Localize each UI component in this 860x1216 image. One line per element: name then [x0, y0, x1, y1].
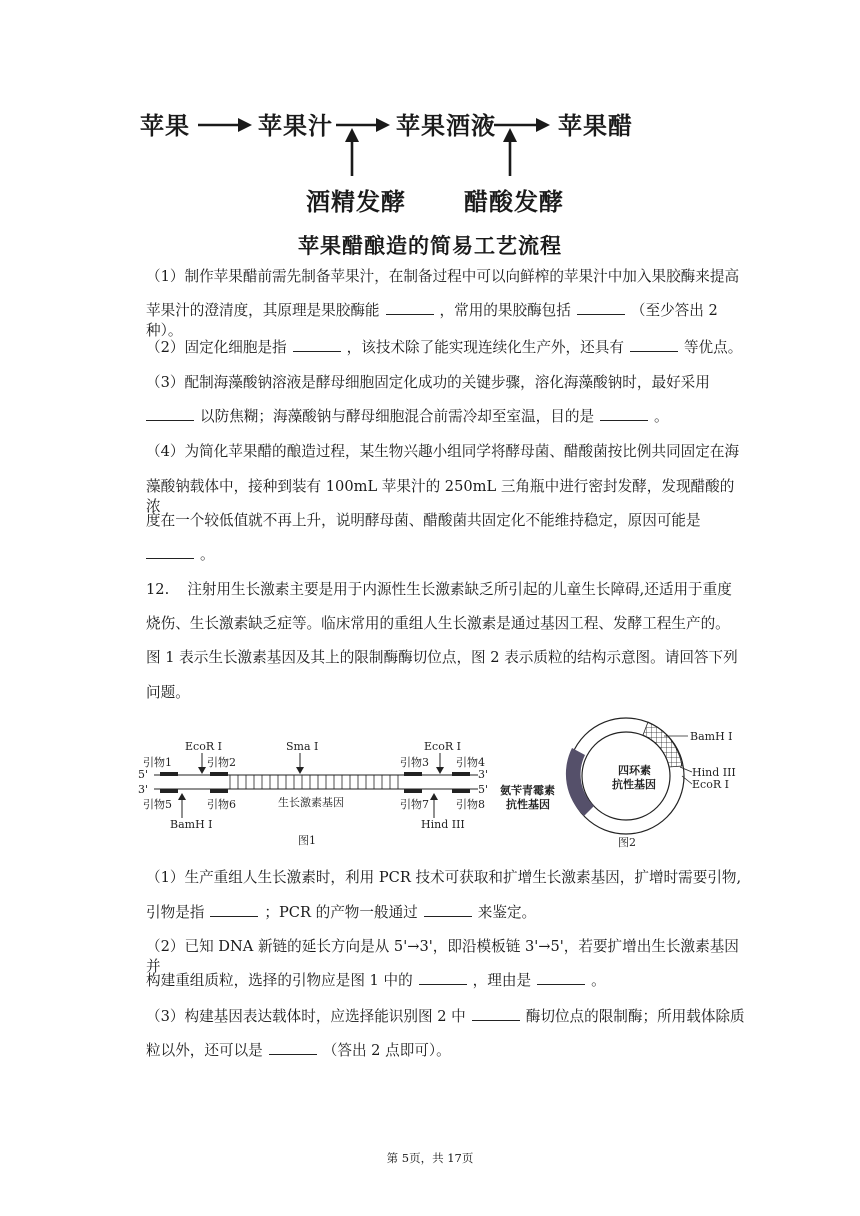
enzyme-label: BamH I: [690, 730, 733, 743]
flow-node-apple-juice: 苹果汁: [258, 111, 333, 140]
flow-input-alcohol-fermentation: 酒精发酵: [306, 187, 406, 216]
answer-blank: [472, 1008, 520, 1021]
figure2-plasmid-diagram: [496, 712, 746, 852]
primer-block: [452, 772, 470, 776]
arrow-right-icon: [376, 118, 390, 132]
primer-block: [160, 789, 178, 793]
q11-part2: [146, 338, 746, 358]
q11-part3-line1: （3）配制海藻酸钠溶液是酵母细胞固定化成功的关键步骤，溶化海藻酸钠时，最好采用: [146, 374, 710, 391]
flow-node-apple-wine: 苹果酒液: [396, 111, 496, 140]
q12-part1-line1: （1）生产重组人生长激素时，利用 PCR 技术可获取和扩增生长激素基因，扩增时需要引物,: [146, 869, 742, 886]
page-footer: 第 5页，共 17页: [386, 1151, 474, 1165]
arrow-down-icon: [296, 767, 304, 774]
primer-block: [452, 789, 470, 793]
q11-part1-text-c: （至少答出 2 种）。: [146, 302, 718, 339]
primer-block: [404, 789, 422, 793]
q11-part4-text-end: 。: [200, 546, 215, 563]
enzyme-label: EcoR I: [424, 740, 461, 753]
enzyme-label: EcoR I: [185, 740, 222, 753]
arrow-up-icon: [503, 128, 517, 142]
enzyme-label: BamH I: [170, 818, 213, 831]
answer-blank: [293, 339, 341, 352]
strand-end-label: 3': [478, 768, 489, 781]
arrow-up-icon: [430, 793, 438, 800]
answer-blank: [386, 302, 434, 315]
q12-part3-text-d: （答出 2 点即可）。: [322, 1042, 451, 1059]
primer-label: 引物1: [143, 756, 172, 769]
q12-part2-line2: [146, 971, 746, 991]
q11-part1-text-b: ，常用的果胶酶包括: [439, 302, 571, 319]
figure1-gene-diagram: [138, 736, 490, 848]
primer-label: 引物3: [400, 756, 429, 769]
enzyme-label: Hind III: [692, 766, 736, 779]
primer-label: 引物8: [456, 798, 485, 811]
enzyme-label: EcoR I: [692, 778, 729, 791]
gene-label: 四环素: [618, 764, 651, 777]
flow-node-apple: 苹果: [140, 111, 190, 140]
q11-part3-line2: [146, 407, 746, 427]
strand-end-label: 5': [138, 768, 149, 781]
flow-node-apple-vinegar: 苹果醋: [558, 111, 633, 140]
q11-part2-text-b: ，该技术除了能实现连续化生产外，还具有: [346, 339, 624, 356]
flow-input-acetic-fermentation: 醋酸发酵: [464, 187, 564, 216]
q11-part3-text-a: 以防焦糊；海藻酸钠与酵母细胞混合前需冷却至室温，目的是: [200, 408, 595, 425]
figure2-caption: 图2: [618, 836, 636, 849]
answer-blank: [600, 408, 648, 421]
q12-part3-text-b: 酶切位点的限制酶；所用载体除质: [525, 1008, 745, 1025]
answer-blank: [146, 408, 194, 421]
q12-part1-text-c: 来鉴定。: [477, 904, 537, 921]
q12-part2-line1: （2）已知 DNA 新链的延长方向是从 5'→3'，即沿模板链 3'→5'，若要扩增出生长激素基因并: [146, 938, 739, 975]
q11-part3-text-b: 。: [654, 408, 669, 425]
q12-line4: 问题。: [146, 684, 190, 701]
answer-blank: [537, 972, 585, 985]
q12-part1-line2: [146, 903, 746, 923]
gene-label: 生长激素基因: [278, 796, 344, 809]
answer-blank: [424, 904, 472, 917]
figure1-caption: 图1: [298, 834, 316, 847]
answer-blank: [419, 972, 467, 985]
gene-label: 抗性基因: [612, 778, 656, 791]
primer-block: [404, 772, 422, 776]
strand-end-label: 3': [138, 783, 149, 796]
q11-part4-line1: （4）为简化苹果醋的酿造过程，某生物兴趣小组同学将酵母菌、醋酸菌按比例共同固定在海: [146, 443, 740, 460]
q11-part1-text-a: 苹果汁的澄清度，其原理是果胶酶能: [146, 302, 380, 319]
answer-blank: [146, 546, 194, 559]
arrow-down-icon: [436, 767, 444, 774]
arrow-right-icon: [536, 118, 550, 132]
gene-label: 抗性基因: [506, 798, 550, 811]
q12-part2-text-a: 构建重组质粒，选择的引物应是图 1 中的: [146, 972, 413, 989]
q11-part1-line1: （1）制作苹果醋前需先制备苹果汁，在制备过程中可以向鲜榨的苹果汁中加入果胶酶来提高: [146, 268, 740, 285]
answer-blank: [630, 339, 678, 352]
arrow-right-icon: [238, 118, 252, 132]
q11-part2-text-a: （2）固定化细胞是指: [146, 339, 287, 356]
q12-part1-text-a: 引物是指: [146, 904, 205, 921]
primer-label: 引物5: [143, 798, 172, 811]
arrow-up-icon: [345, 128, 359, 142]
answer-blank: [210, 904, 258, 917]
primer-block: [210, 789, 228, 793]
q12-part3-line2: [146, 1041, 746, 1061]
enzyme-label: Hind III: [421, 818, 465, 831]
q12-line2: 烧伤、生长激素缺乏症等。临床常用的重组人生长激素是通过基因工程、发酵工程生产的。: [146, 615, 730, 632]
ampicillin-resistance-gene: [566, 748, 594, 816]
tetracycline-resistance-gene: [643, 722, 682, 767]
q12-line1: [146, 580, 746, 600]
q11-part4-line2: 藻酸钠载体中，接种到装有 100mL 苹果汁的 250mL 三角瓶中进行密封发酵，发现醋酸的浓: [146, 478, 735, 515]
q12-part3-text-a: （3）构建基因表达载体时，应选择能识别图 2 中: [146, 1008, 466, 1025]
q12-line3: 图 1 表示生长激素基因及其上的限制酶酶切位点，图 2 表示质粒的结构示意图。请回答下列: [146, 649, 738, 666]
q11-part2-text-c: 等优点。: [683, 339, 743, 356]
enzyme-label: Sma I: [286, 740, 319, 753]
question-number: 12.: [146, 581, 170, 598]
q12-part1-text-b: ；PCR 的产物一般通过: [264, 904, 418, 921]
q11-part4-line4: [146, 545, 746, 565]
q11-part1-line2: [146, 301, 746, 341]
arrow-up-icon: [178, 793, 186, 800]
primer-label: 引物6: [207, 798, 236, 811]
answer-blank: [577, 302, 625, 315]
primer-block: [210, 772, 228, 776]
primer-block: [160, 772, 178, 776]
q11-part4-line3: 度在一个较低值就不再上升，说明酵母菌、醋酸菌共固定化不能维持稳定，原因可能是: [146, 512, 701, 529]
flow-chart-caption: 苹果醋酿造的简易工艺流程: [298, 233, 562, 258]
q12-part2-text-c: 。: [591, 972, 606, 989]
q12-part2-text-b: ，理由是: [472, 972, 532, 989]
q12-text-line1: 注射用生长激素主要是用于内源性生长激素缺乏所引起的儿童生长障碍,还适用于重度: [187, 581, 732, 598]
primer-label: 引物7: [400, 798, 429, 811]
answer-blank: [269, 1042, 317, 1055]
gene-label: 氨苄青霉素: [500, 784, 555, 797]
primer-label: 引物2: [207, 756, 236, 769]
q12-part3-text-c: 粒以外，还可以是: [146, 1042, 263, 1059]
strand-end-label: 5': [478, 783, 489, 796]
q12-part3-line1: [146, 1007, 746, 1027]
primer-label: 引物4: [456, 756, 485, 769]
arrow-down-icon: [198, 767, 206, 774]
